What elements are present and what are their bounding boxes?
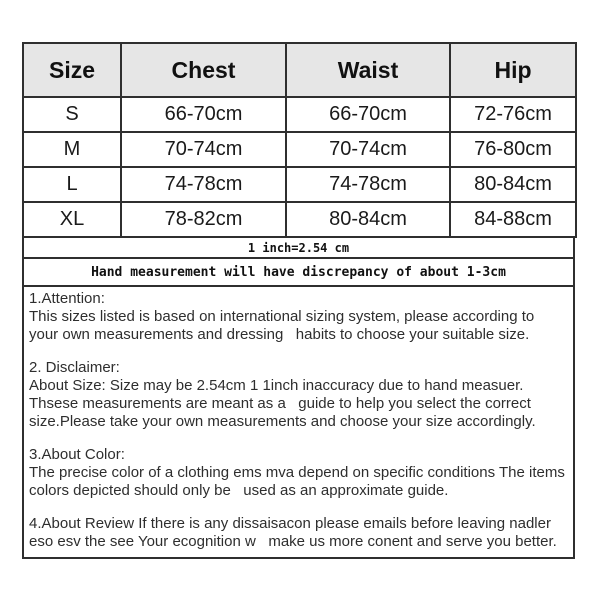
size-cell: M [23, 132, 121, 167]
disclaimer-title: 2. Disclaimer: [29, 359, 120, 376]
note-gap [29, 431, 567, 446]
hand-measurement-banner: Hand measurement will have discrepancy of about 1-3cm [22, 257, 575, 287]
chest-cell: 70-74cm [121, 132, 286, 167]
about-color-body: The precise color of a clothing ems mva depend on specific conditions The items colors depicted should only be used as an approximate guide. [29, 464, 570, 499]
header-chest: Chest [121, 43, 286, 97]
notes-box [22, 285, 575, 559]
chest-cell: 78-82cm [121, 202, 286, 237]
disclaimer-body: About Size: Size may be 2.54cm 1 1inch inaccuracy due to hand measuer. Thsese measurements are meant as a guide to help you select the correct size.Please take your own measurements and choose your size accordingly. [29, 377, 536, 430]
waist-cell: 74-78cm [286, 167, 450, 202]
header-hip: Hip [450, 43, 576, 97]
size-table [22, 42, 577, 238]
hip-cell: 72-76cm [450, 97, 576, 132]
table-row [23, 97, 576, 132]
about-color-title: 3.About Color: [29, 446, 125, 463]
hip-cell: 80-84cm [450, 167, 576, 202]
attention-title: 1.Attention: [29, 290, 105, 307]
inch-conversion-banner: 1 inch=2.54 cm [22, 236, 575, 259]
waist-cell: 66-70cm [286, 97, 450, 132]
size-cell: S [23, 97, 121, 132]
hip-cell: 76-80cm [450, 132, 576, 167]
size-cell: XL [23, 202, 121, 237]
size-table-header-row [23, 43, 576, 97]
size-chart-sheet [22, 42, 575, 559]
waist-cell: 80-84cm [286, 202, 450, 237]
waist-cell: 70-74cm [286, 132, 450, 167]
chest-cell: 66-70cm [121, 97, 286, 132]
header-waist: Waist [286, 43, 450, 97]
header-size: Size [23, 43, 121, 97]
about-review-body: 4.About Review If there is any dissaisacon please emails before leaving nadler eso esv the see Your ecognition w make us more conent and serve you better. [29, 515, 557, 550]
table-row [23, 202, 576, 237]
attention-body: This sizes listed is based on international sizing system, please according to your own measurements and dressing habits to choose your suitable size. [29, 308, 539, 343]
table-row [23, 132, 576, 167]
chest-cell: 74-78cm [121, 167, 286, 202]
note-gap [29, 500, 567, 515]
hip-cell: 84-88cm [450, 202, 576, 237]
note-gap [29, 344, 567, 359]
size-cell: L [23, 167, 121, 202]
table-row [23, 167, 576, 202]
